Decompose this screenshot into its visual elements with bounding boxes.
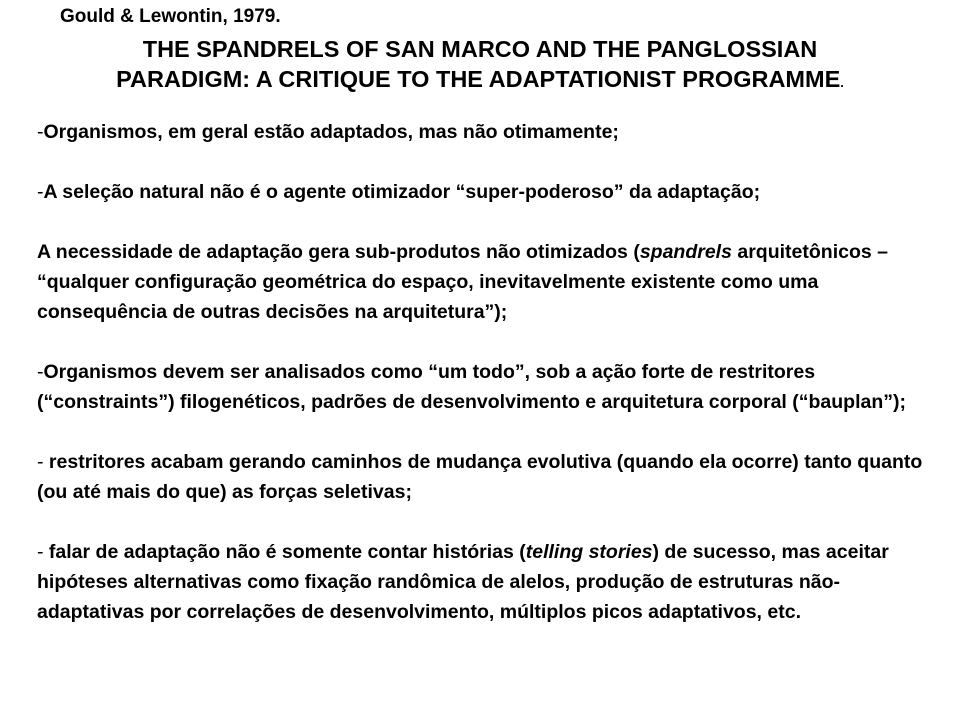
paragraph-6-text-b: ) de sucesso, mas aceitar hipóteses alternativas como fixação randômica de alelos, produção de estruturas não-adaptativas por correlações de desenvolvimento, múltiplos picos adaptativos, etc. [37,541,889,623]
paragraph-4 [37,357,937,417]
paragraph-5 [37,447,937,507]
title-end-mark: . [840,75,844,90]
paragraph-3-text-b: arquitetônicos – “qualquer configuração geométrica do espaço, inevitavelmente existente como uma consequência de outras decisões na arquitetura”); [37,241,888,323]
page-title [0,34,960,98]
paragraph-1-lead: - [37,121,44,143]
paragraph-6-emphasis: telling stories [525,541,653,563]
body-text [37,117,937,657]
paragraph-1-text: Organismos, em geral estão adaptados, mas não otimamente; [43,121,619,143]
paragraph-1 [37,117,937,147]
title-line-2-text: PARADIGM: A CRITIQUE TO THE ADAPTATIONIST PROGRAMME [116,66,841,92]
paragraph-3-emphasis: spandrels [639,241,732,263]
paragraph-4-lead: - [37,361,44,383]
paragraph-3-text-a: A necessidade de adaptação gera sub-produtos não otimizados ( [37,241,640,263]
paragraph-3 [37,237,937,327]
paragraph-6-text-a: falar de adaptação não é somente contar histórias ( [48,541,526,563]
paragraph-6-lead: - [37,541,49,563]
paragraph-2-text: A seleção natural não é o agente otimizador “super-poderoso” da adaptação; [43,181,761,203]
paragraph-5-text: restritores acabam gerando caminhos de mudança evolutiva (quando ela ocorre) tanto quanto (ou até mais do que) as forças seletivas; [37,451,923,503]
citation: Gould & Lewontin, 1979. [60,6,281,27]
paragraph-6 [37,537,937,627]
paragraph-2 [37,177,937,207]
paragraph-5-lead: - [37,451,49,473]
paragraph-2-lead: - [37,181,44,203]
title-line-2 [0,64,960,98]
paragraph-4-text: Organismos devem ser analisados como “um todo”, sob a ação forte de restritores (“constraints”) filogenéticos, padrões de desenvolvimento e arquitetura corporal (“bauplan”); [37,361,906,413]
title-line-1: THE SPANDRELS OF SAN MARCO AND THE PANGLOSSIAN [142,36,818,62]
